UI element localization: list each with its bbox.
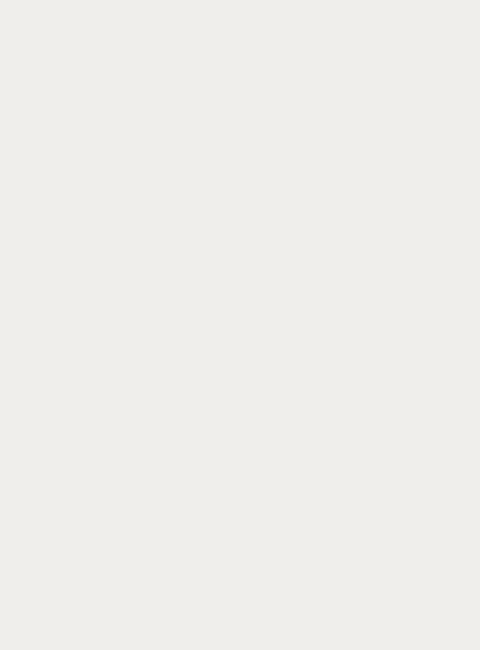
table-of-contents [34,38,406,48]
